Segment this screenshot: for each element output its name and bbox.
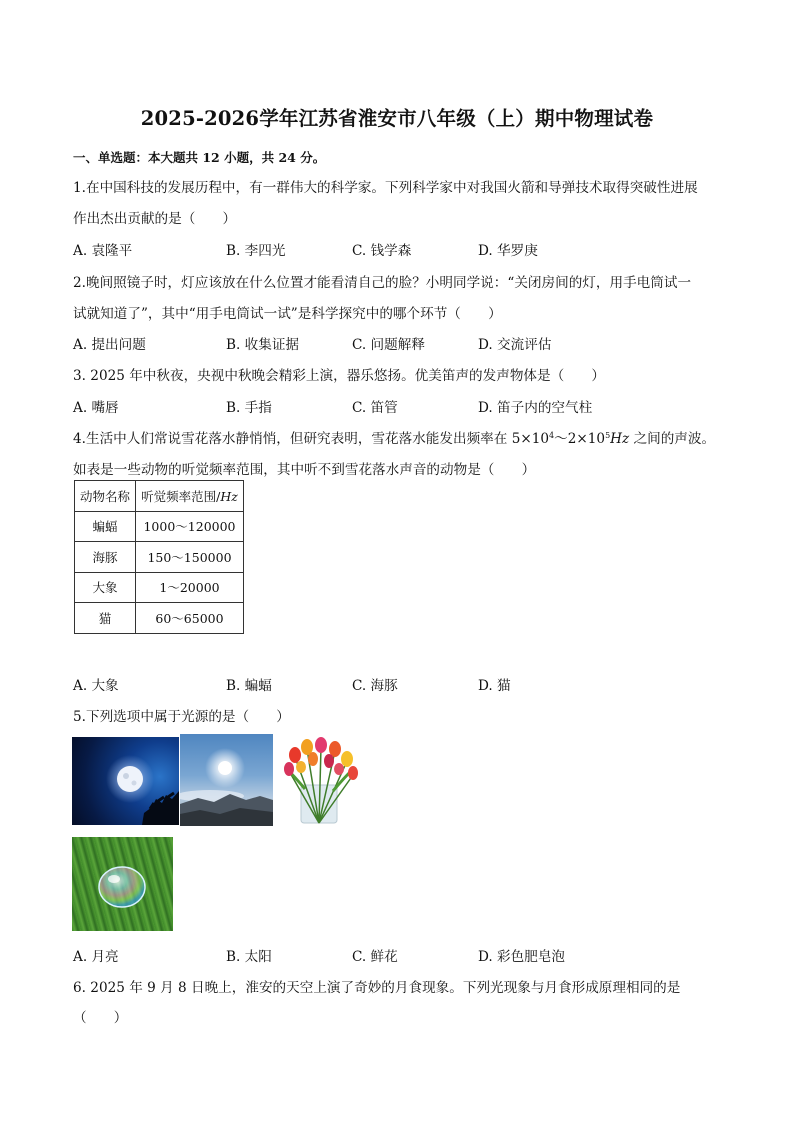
q5-option-b: B. 太阳 — [226, 949, 272, 965]
moon-illustration — [72, 737, 179, 825]
table-row — [75, 603, 244, 634]
table-cell: 大象 — [75, 572, 136, 603]
hearing-frequency-table — [74, 480, 244, 634]
q5-stem-line1: 5.下列选项中属于光源的是（ ） — [73, 709, 290, 725]
q2-stem-line1: 2.晚间照镜子时，灯应该放在什么位置才能看清自己的脸？小明同学说：“关闭房间的灯，用手电筒试一 — [73, 275, 692, 291]
bubble-photo — [72, 837, 173, 931]
moon-photo — [72, 737, 179, 825]
table-row — [75, 542, 244, 573]
q4-stem-text: 4.生活中人们常说雪花落水静悄悄，但研究表明，雪花落水能发出频率在 5×10 — [73, 431, 550, 447]
table-row — [75, 572, 244, 603]
q3-option-a: A. 嘴唇 — [73, 400, 119, 416]
table-cell: 1000～120000 — [136, 511, 244, 542]
q5-option-a: A. 月亮 — [73, 949, 119, 965]
q4-option-d: D. 猫 — [478, 678, 511, 694]
table-cell: 海豚 — [75, 542, 136, 573]
q3-option-b: B. 手指 — [226, 400, 272, 416]
bubble-illustration — [72, 837, 173, 931]
q6-stem-line2: （ ） — [73, 1010, 128, 1026]
unit-hz: Hz — [220, 488, 238, 504]
q4-stem-text: ～2×10 — [554, 431, 606, 447]
q4-stem-line1 — [73, 427, 715, 447]
table-row — [75, 511, 244, 542]
table-cell: 150～150000 — [136, 542, 244, 573]
q2-stem-line2: 试就知道了”，其中“用手电筒试一试”是科学探究中的哪个环节（ ） — [73, 306, 502, 322]
q2-option-b: B. 收集证据 — [226, 337, 300, 353]
table-header-row — [75, 481, 244, 512]
flowers-photo — [275, 737, 363, 825]
q4-option-a: A. 大象 — [73, 678, 119, 694]
q1-stem-line1: 1.在中国科技的发展历程中，有一群伟大的科学家。下列科学家中对我国火箭和导弹技术取得突破性进展 — [73, 180, 698, 196]
q4-option-c: C. 海豚 — [352, 678, 398, 694]
flowers-illustration — [275, 737, 363, 825]
header-text: 听觉频率范围/ — [141, 488, 221, 504]
q1-option-c: C. 钱学森 — [352, 243, 412, 259]
sun-photo — [180, 734, 273, 826]
q5-option-c: C. 鲜花 — [352, 949, 398, 965]
q5-option-d: D. 彩色肥皂泡 — [478, 949, 566, 965]
sun-illustration — [180, 734, 273, 826]
q1-stem-line2: 作出杰出贡献的是（ ） — [73, 211, 237, 227]
q3-option-c: C. 笛管 — [352, 400, 398, 416]
q4-option-b: B. 蝙蝠 — [226, 678, 272, 694]
q4-stem-line2: 如表是一些动物的听觉频率范围，其中听不到雪花落水声音的动物是（ ） — [73, 462, 536, 478]
exam-title: 2025-2026学年江苏省淮安市八年级（上）期中物理试卷 — [140, 107, 654, 130]
exponent: 5 — [605, 431, 611, 440]
unit-hz: Hz — [610, 431, 630, 447]
table-cell: 蝙蝠 — [75, 511, 136, 542]
table-header-cell — [136, 481, 244, 512]
q2-option-c: C. 问题解释 — [352, 337, 425, 353]
q2-option-a: A. 提出问题 — [73, 337, 146, 353]
exponent: 4 — [549, 431, 555, 440]
table-cell: 猫 — [75, 603, 136, 634]
section-heading: 一、单选题：本大题共 12 小题，共 24 分。 — [73, 150, 326, 165]
q1-option-b: B. 李四光 — [226, 243, 286, 259]
q2-option-d: D. 交流评估 — [478, 337, 552, 353]
q1-option-a: A. 袁隆平 — [73, 243, 133, 259]
table-cell: 60～65000 — [136, 603, 244, 634]
table-header-cell: 动物名称 — [75, 481, 136, 512]
table-cell: 1～20000 — [136, 572, 244, 603]
q6-stem-line1: 6. 2025 年 9 月 8 日晚上，淮安的天空上演了奇妙的月食现象。下列光现象与月食形成原理相同的是 — [73, 980, 681, 996]
q4-stem-text: 之间的声波。 — [629, 431, 716, 447]
q3-stem-line1: 3. 2025 年中秋夜，央视中秋晚会精彩上演，器乐悠扬。优美笛声的发声物体是（ ） — [73, 368, 605, 384]
q3-option-d: D. 笛子内的空气柱 — [478, 400, 593, 416]
q1-option-d: D. 华罗庚 — [478, 243, 538, 259]
